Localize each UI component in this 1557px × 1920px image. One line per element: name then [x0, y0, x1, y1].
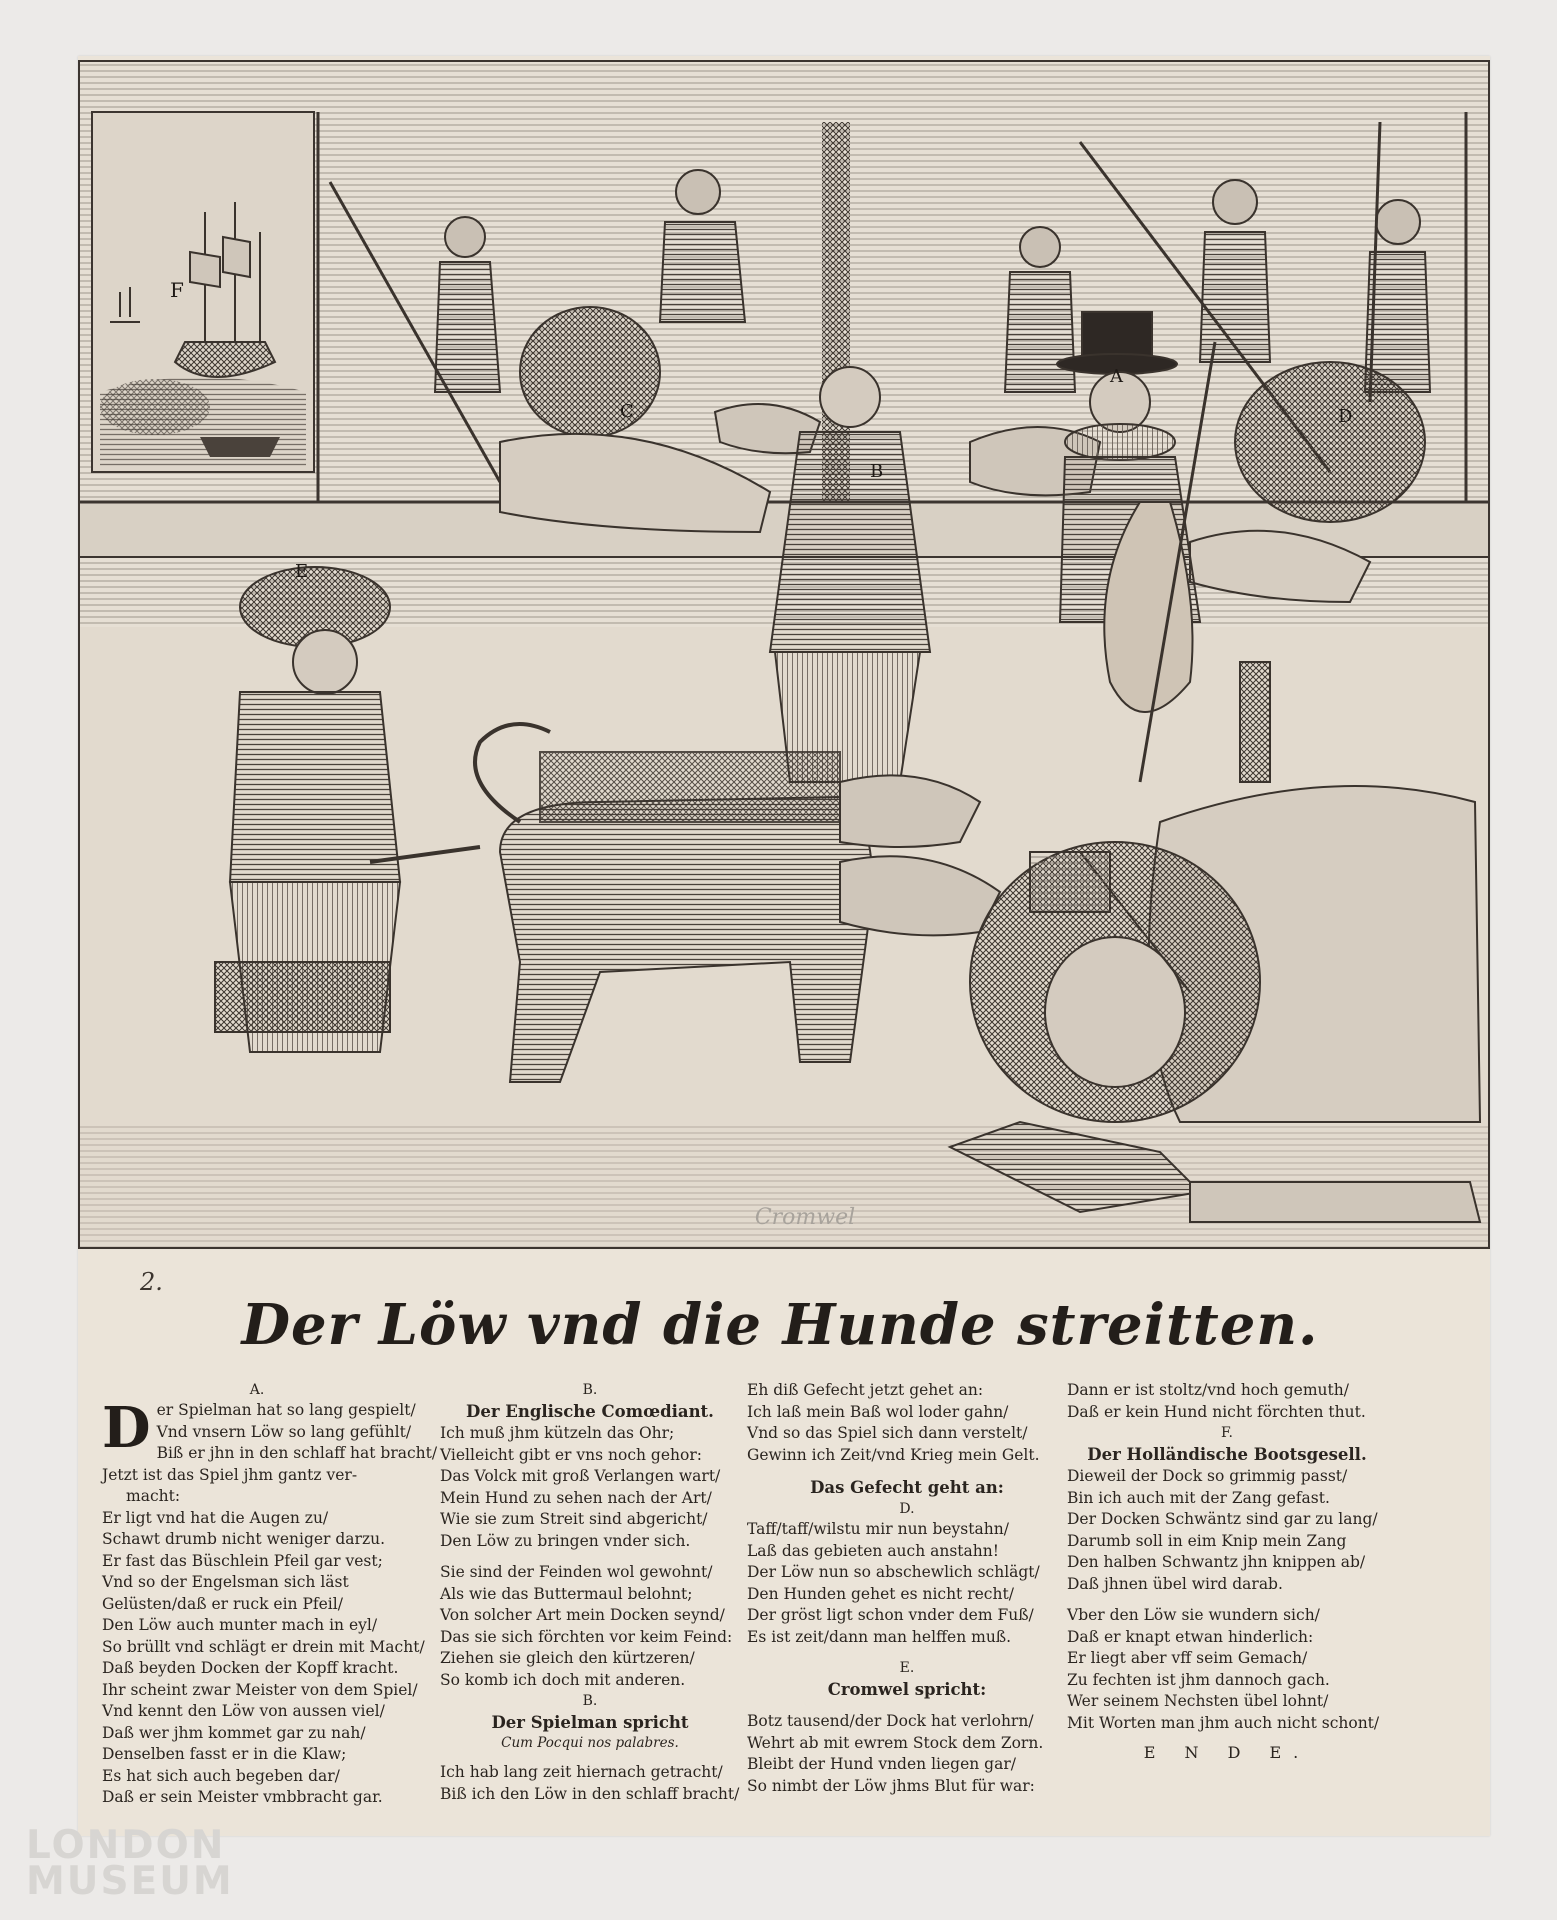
verse-line: Wehrt ab mit ewrem Stock dem Zorn. [747, 1733, 1044, 1752]
verse-line: Bleibt der Hund vnden liegen gar/ [747, 1755, 1016, 1773]
plate-letter-a: A [1110, 366, 1123, 387]
verse-line: Vnd so das Spiel sich dann verstelt/ [747, 1424, 1028, 1442]
verse-letter: E. [899, 1660, 915, 1676]
verse-line: Daß wer jhm kommet gar zu nah/ [102, 1723, 366, 1742]
pencil-signature: Cromwel [754, 1205, 856, 1230]
logo-line-1: LONDON [26, 1823, 226, 1868]
verse-line: So nimbt der Löw jhms Blut für war: [747, 1776, 1035, 1795]
verse-line: Daß er kein Hund nicht förchten thut. [1067, 1402, 1366, 1421]
verse-line: Wer seinem Nechsten übel lohnt/ [1067, 1692, 1329, 1710]
verse-line: Es hat sich auch begeben dar/ [102, 1766, 340, 1785]
verse-line: So komb ich doch mit anderen. [440, 1670, 686, 1689]
verse-line: Ich muß jhm kützeln das Ohr; [440, 1424, 675, 1442]
verse-column-3 [747, 1380, 1067, 1797]
verse-subtitle: Cum Pocqui nos palabres. [501, 1735, 679, 1751]
verse-line: Der gröst ligt schon vnder dem Fuß/ [747, 1606, 1034, 1624]
plate-letter-e: E [295, 561, 309, 582]
verse-heading: Der Holländische Bootsgesell. [1087, 1445, 1367, 1464]
verse-line: Vielleicht gibt er vns noch gehor: [440, 1445, 702, 1464]
verse-line: Mit Worten man jhm auch nicht schont/ [1067, 1713, 1380, 1732]
plate-letter-c: C [620, 401, 634, 422]
verse-line: macht: [126, 1487, 181, 1505]
plate-letter-f: F [170, 278, 184, 302]
verse-line: Bin ich auch mit der Zang gefast. [1067, 1488, 1330, 1507]
verse-line: er Spielman hat so lang gespielt/ [156, 1401, 416, 1419]
verse-line: Ich hab lang zeit hiernach getracht/ [440, 1763, 723, 1781]
verse-line: Darumb soll in eim Knip mein Zang [1067, 1531, 1347, 1550]
verse-line: Der Docken Schwäntz sind gar zu lang/ [1067, 1510, 1378, 1528]
verse-line: Taff/taff/wilstu mir nun beystahn/ [747, 1520, 1009, 1538]
verse-line: Daß beyden Docken der Kopff kracht. [102, 1659, 399, 1677]
engraving-illustration [80, 62, 1488, 1247]
verse-line: Er ligt vnd hat die Augen zu/ [102, 1508, 329, 1527]
verse-line: Ziehen sie gleich den kürtzeren/ [440, 1649, 695, 1667]
verse-column-1 [102, 1380, 438, 1809]
plate-number: 2. [140, 1268, 163, 1296]
drop-initial: D [102, 1395, 151, 1461]
verse-line: Den halben Schwantz jhn knippen ab/ [1067, 1553, 1366, 1571]
verse-heading: Der Englische Comœdiant. [466, 1402, 714, 1421]
verse-line: Vnd so der Engelsman sich läst [102, 1573, 349, 1591]
verse-line: Laß das gebieten auch anstahn! [747, 1541, 999, 1560]
verse-letter: B. [582, 1382, 598, 1398]
verse-line: Gelüsten/daß er ruck ein Pfeil/ [102, 1594, 343, 1613]
plate-letter-d: D [1338, 406, 1353, 427]
verse-line: Ich laß mein Baß wol loder gahn/ [747, 1402, 1009, 1421]
verse-heading: Cromwel spricht: [827, 1680, 987, 1699]
verse-line: Den Löw zu bringen vnder sich. [440, 1531, 691, 1550]
verse-line: Er liegt aber vff seim Gemach/ [1067, 1649, 1308, 1667]
verse-line: Daß er sein Meister vmbbracht gar. [102, 1788, 383, 1806]
verse-line: Daß jhnen übel wird darab. [1067, 1574, 1283, 1593]
verse-line: Eh diß Gefecht jetzt gehet an: [747, 1381, 984, 1399]
verse-line: Es ist zeit/dann man helffen muß. [747, 1627, 1012, 1646]
verse-line: Er fast das Büschlein Pfeil gar vest; [102, 1551, 383, 1570]
verse-line: Vber den Löw sie wundern sich/ [1067, 1606, 1320, 1624]
verse-line: Botz tausend/der Dock hat verlohrn/ [747, 1712, 1034, 1730]
verse-line: Sie sind der Feinden wol gewohnt/ [440, 1563, 713, 1581]
plate-letter-b: B [870, 461, 884, 482]
ende-text: E N D E. [1143, 1743, 1311, 1762]
verse-line: Den Hunden gehet es nicht recht/ [747, 1584, 1014, 1603]
verse-line: Vnd vnsern Löw so lang gefühlt/ [156, 1422, 412, 1441]
verse-letter: A. [249, 1382, 265, 1398]
verse-letter: F. [1221, 1425, 1233, 1441]
verse-line: Den Löw auch munter mach in eyl/ [102, 1616, 378, 1634]
verse-line: Dann er ist stoltz/vnd hoch gemuth/ [1067, 1381, 1349, 1399]
verse-line: Biß er jhn in den schlaff hat bracht/ [156, 1444, 438, 1462]
verse-column-4 [1067, 1380, 1387, 1764]
verse-heading: Der Spielman spricht [491, 1713, 689, 1732]
verse-line: Daß er knapt etwan hinderlich: [1067, 1627, 1314, 1646]
page-title: Der Löw vnd die Hunde streitten. [241, 1292, 1319, 1358]
verse-line: Der Löw nun so abschewlich schlägt/ [747, 1563, 1040, 1581]
verse-line: Das sie sich förchten vor keim Feind: [440, 1627, 733, 1646]
verse-letter: B. [582, 1693, 598, 1709]
verse-heading: Das Gefecht geht an: [810, 1478, 1004, 1497]
verse-line: Ihr scheint zwar Meister von dem Spiel/ [102, 1680, 418, 1699]
verse-line: Jetzt ist das Spiel jhm gantz ver- [102, 1465, 358, 1484]
verse-column-2 [440, 1380, 740, 1805]
verse-line: Gewinn ich Zeit/vnd Krieg mein Gelt. [747, 1445, 1040, 1464]
engraving-plate [78, 60, 1490, 1249]
verse-line: Von solcher Art mein Docken seynd/ [440, 1606, 725, 1624]
verse-columns [102, 1380, 1402, 1806]
verse-line: Das Volck mit groß Verlangen wart/ [440, 1467, 721, 1485]
verse-line: So brüllt vnd schlägt er drein mit Macht/ [102, 1637, 425, 1656]
museum-logo [26, 1823, 234, 1904]
verse-line: Schawt drumb nicht weniger darzu. [102, 1530, 386, 1548]
verse-line: Biß ich den Löw in den schlaff bracht/ [440, 1784, 740, 1803]
verse-line: Mein Hund zu sehen nach der Art/ [440, 1488, 712, 1507]
verse-line: Wie sie zum Streit sind abgericht/ [440, 1510, 708, 1528]
verse-line: Dieweil der Dock so grimmig passt/ [1067, 1467, 1348, 1485]
verse-line: Denselben fasst er in die Klaw; [102, 1745, 347, 1763]
verse-line: Als wie das Buttermaul belohnt; [440, 1584, 693, 1603]
logo-line-2: MUSEUM [26, 1859, 234, 1904]
verse-line: Zu fechten ist jhm dannoch gach. [1067, 1670, 1330, 1689]
verse-line: Vnd kennt den Löw von aussen viel/ [102, 1702, 385, 1720]
verse-letter: D. [899, 1501, 915, 1517]
